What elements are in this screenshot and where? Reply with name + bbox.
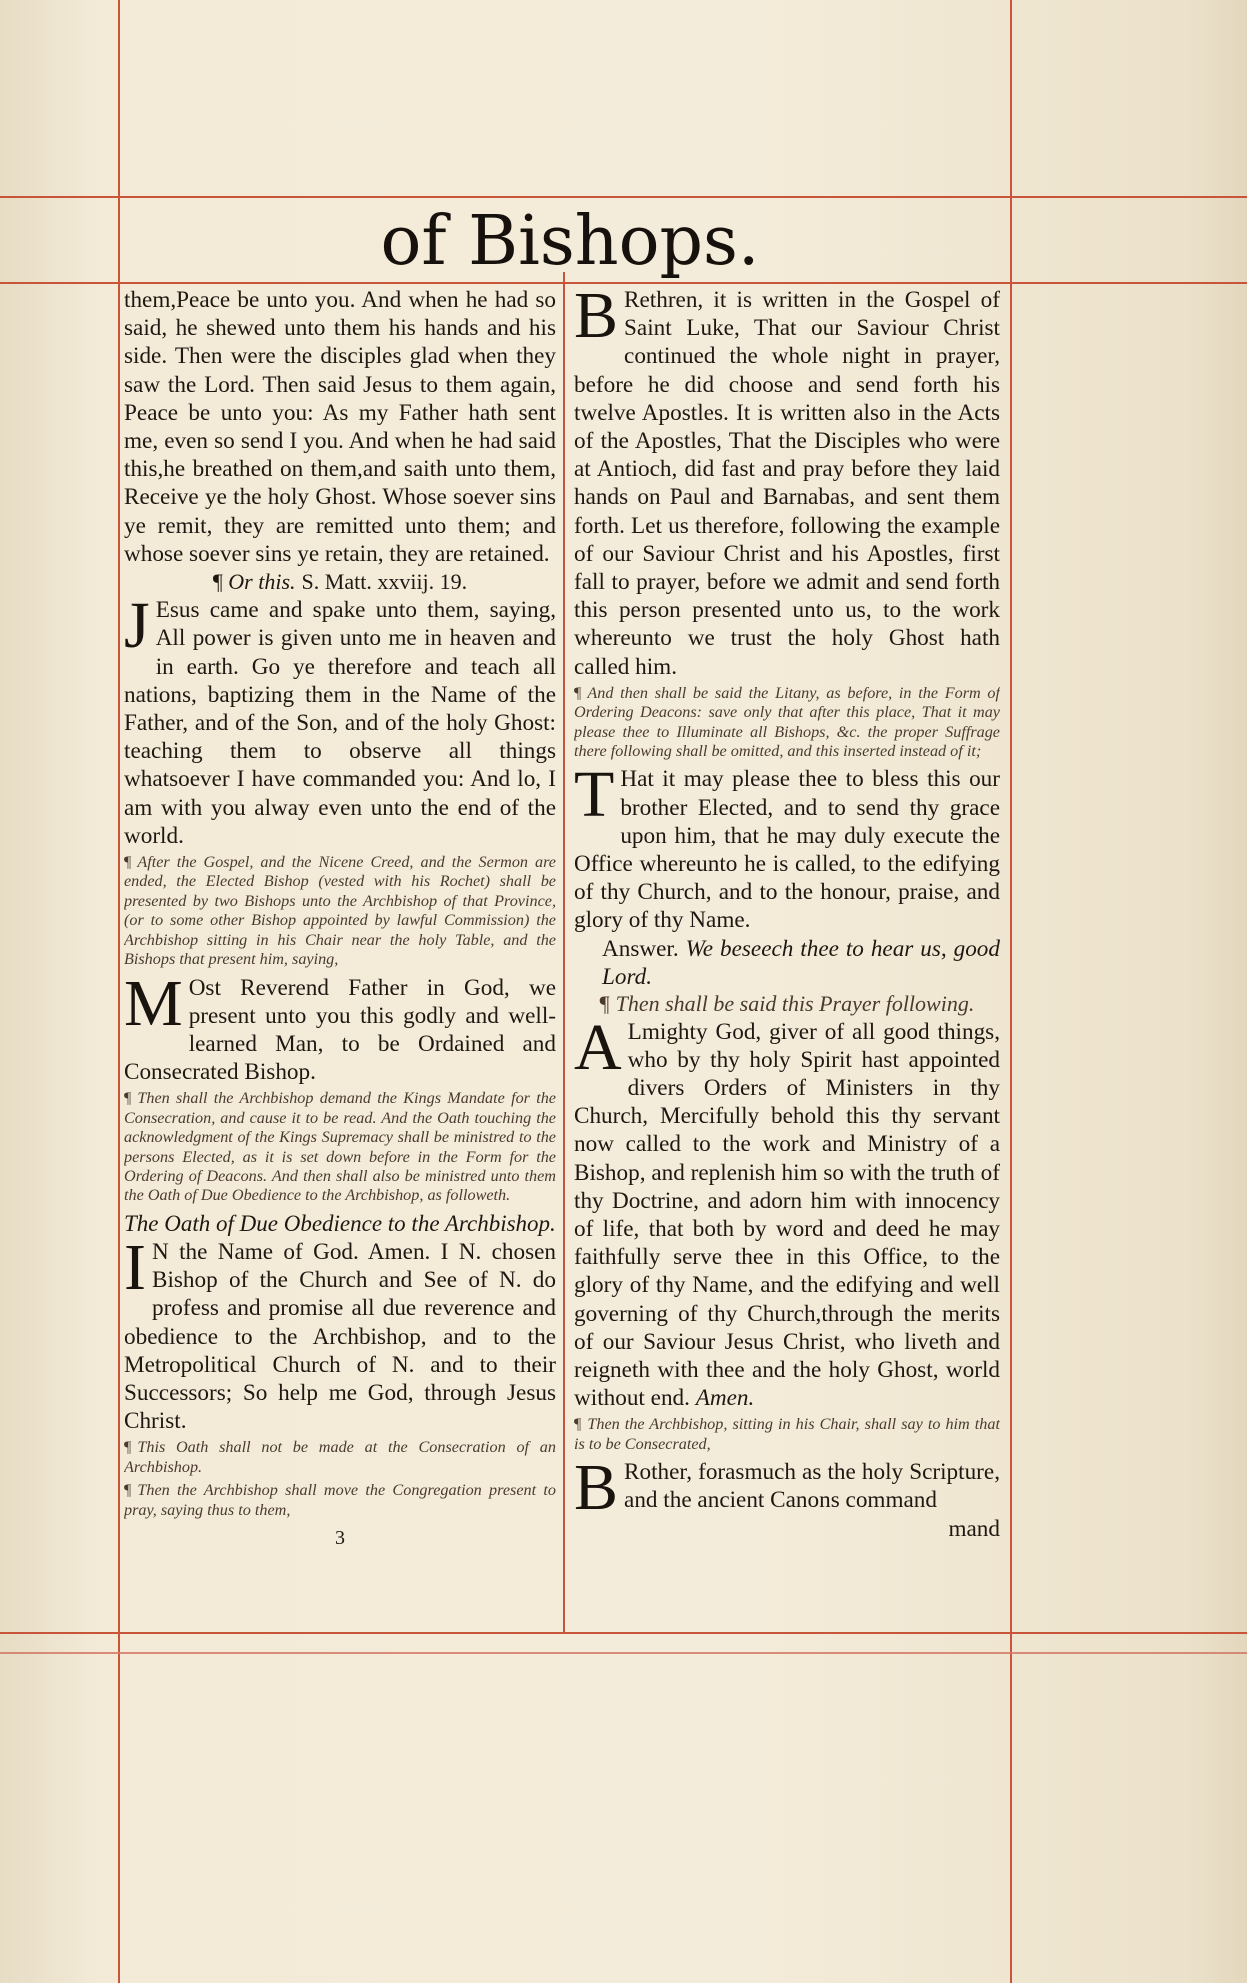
rubric-text: Or this. [228, 569, 296, 595]
pilcrow-icon: ¶ [124, 1438, 132, 1457]
drop-cap: J [124, 589, 150, 663]
rubric-text: And then shall be said the Litany, as before, in the Form of Ordering Deacons: save only that after this place, That it may please thee to Illuminate all Bishops, &c. the proper Suffrage there following shall be omitted, and this inserted instead of it; [574, 683, 1000, 761]
pilcrow-icon: ¶ [599, 991, 610, 1017]
rubric-text: Then the Archbishop shall move the Congregation present to pray, saying thus to them, [124, 1481, 556, 1519]
rubric-text: This Oath shall not be made at the Consecration of an Archbishop. [124, 1438, 556, 1476]
paragraph [124, 966, 556, 1087]
pilcrow-icon: ¶ [212, 569, 223, 595]
drop-cap: B [574, 1451, 619, 1525]
drop-cap: B [574, 286, 619, 352]
rubric [574, 991, 1000, 1017]
page-number: 3 [335, 1527, 345, 1549]
drop-cap: T [574, 758, 615, 832]
paragraph-text: Esus came and spake unto them, saying, All power is given unto me in heaven and in earth. Go ye therefore and teach all nations, baptizing them in the Name of the Father, and of the Son, and of the holy Ghost: teaching them to observe all things whatsoever I have commanded you: And lo, I am with you alway even unto the end of the world. [124, 597, 556, 849]
rubric-text: Then the Archbishop, sitting in his Chair, shall say to him that is to be Consecrated, [574, 1415, 1000, 1453]
pilcrow-icon: ¶ [574, 1415, 582, 1434]
pilcrow-icon: ¶ [574, 683, 582, 702]
right-column [574, 286, 1000, 1626]
paragraph [574, 1451, 1000, 1525]
paragraph: them,Peace be unto you. And when he had so said, he shewed unto them his hands and his side. Then were the disciples glad when they saw the Lord. Then said Jesus to them again, Peace be unto you: As my Father hath sent me, even so send I you. And when he had said this,he breathed on them,and saith unto them, Receive ye the holy Ghost. Whose soever sins ye remit, they are remitted unto them; and whose soever sins ye retain, they are retained. [124, 287, 556, 567]
ruling-line [118, 0, 120, 1983]
scripture-reference [124, 568, 556, 596]
paragraph-text: N the Name of God. Amen. I N. chosen Bishop of the Church and See of N. do profess and promise all due reverence and obedience to the Archbishop, and to the Metropolitical Church of N. and to their Successors; So help me God, through Jesus Christ. [124, 1238, 556, 1435]
page-title: of Bishops. [380, 202, 760, 281]
pilcrow-icon: ¶ [124, 1481, 132, 1500]
drop-cap: I [124, 1230, 146, 1304]
paragraph [124, 589, 556, 850]
answer-label: Answer. [602, 935, 679, 962]
paragraph-text: Rethren, it is written in the Gospel of Saint Luke, That our Saviour Christ continued the whole night in prayer, before he did choose and send forth his twelve Apostles. It is written also in the Acts of the Apostles, That the Disciples who were at Antioch, did fast and pray before they laid hands on Paul and Barnabas, and sent them forth. Let us therefore, following the example of our Saviour Christ and his Apostles, first fall to prayer, before we admit and send forth this person presented unto us, to the work whereunto we trust the holy Ghost hath called him. [574, 287, 1000, 680]
paragraph-text: Ost Reverend Father in God, we present unto you this godly and well-learned Man, to be Ordained and Consecrated Bishop. [124, 974, 556, 1086]
paragraph [574, 286, 1000, 681]
paragraph [124, 1230, 556, 1435]
ruling-line [1010, 0, 1012, 1983]
rubric [124, 1089, 556, 1205]
rubric [574, 684, 1000, 762]
rubric [124, 853, 556, 969]
paragraph [574, 1010, 1000, 1413]
ruling-line [563, 272, 565, 1632]
rubric-text: Then shall the Archbishop demand the Kings Mandate for the Consecration, and cause it to be read. And the Oath touching the acknowledgment of the Kings Supremacy shall be ministred to the persons Elected, as it is set down before in the Form for the Ordering of Deacons. And then shall also be ministred unto them the Oath of Due Obedience to the Archbishop, as followeth. [124, 1089, 556, 1205]
catchword: mand [948, 1515, 1000, 1542]
answer-text: We beseech thee to hear us, good Lord. [602, 935, 1000, 990]
oath-heading: The Oath of Due Obedience to the Archbishop. [124, 1210, 556, 1236]
ruling-line [0, 1632, 1247, 1634]
answer [574, 935, 1000, 991]
amen-text: Amen. [695, 1385, 755, 1412]
pilcrow-icon: ¶ [124, 1089, 132, 1108]
paragraph-text: Rother, forasmuch as the holy Scripture, and the ancient Canons command [624, 1459, 1000, 1514]
left-column [124, 286, 556, 1626]
ruling-line [0, 1652, 1247, 1654]
paragraph-text: Hat it may please thee to bless this our brother Elected, and to send thy grace upon him, that he may duly execute the Office whereunto he is called, to the edifying of thy Church, and to the honour, praise, and glory of thy Name. [574, 766, 1000, 934]
rubric [124, 1438, 556, 1477]
drop-cap: M [124, 966, 183, 1040]
reference-text: S. Matt. xxviij. 19. [301, 569, 468, 595]
drop-cap: A [574, 1010, 622, 1084]
rubric-text: Then shall be said this Prayer following. [615, 991, 975, 1017]
rubric [124, 1481, 556, 1520]
pilcrow-icon: ¶ [124, 853, 132, 872]
rubric [574, 1415, 1000, 1454]
paragraph [574, 758, 1000, 934]
rubric-text: After the Gospel, and the Nicene Creed, and the Sermon are ended, the Elected Bishop (vested with his Rochet) shall be presented by two Bishops unto the Archbishop of that Province, (or to some other Bishop appointed by lawful Commission) the Archbishop sitting in his Chair near the holy Table, and the Bishops that present him, saying, [124, 853, 556, 969]
paragraph-text: Lmighty God, giver of all good things, who by thy holy Spirit hast appointed divers Orders of Ministers in thy Church, Mercifully behold this thy servant now called to the work and Ministry of a Bishop, and replenish him so with the truth of thy Doctrine, and adorn him with innocency of life, that both by word and deed he may faithfully serve thee in this Office, to the glory of thy Name, and the edifying and well governing of thy Church,through the merits of our Saviour Jesus Christ, who liveth and reigneth with thee and the holy Ghost, world without end. [574, 1018, 1000, 1412]
